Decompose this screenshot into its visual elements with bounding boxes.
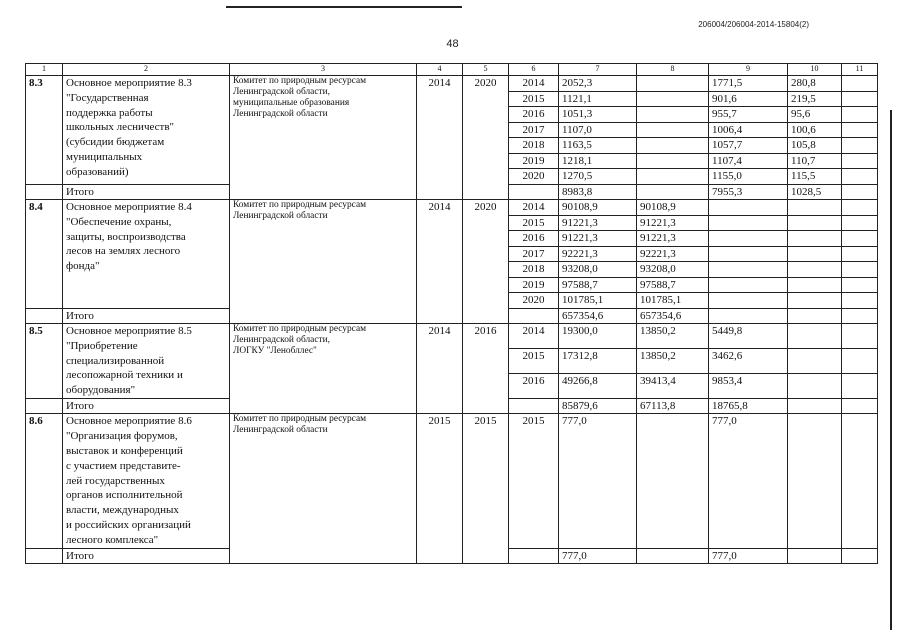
federal-budget-cell — [637, 153, 709, 169]
year-cell: 2015 — [509, 215, 559, 231]
other-sources-cell — [842, 293, 878, 309]
total-amount-cell: 91221,3 — [559, 215, 637, 231]
total-amount-cell: 1051,3 — [559, 107, 637, 123]
local-budget-cell: 100,6 — [788, 122, 842, 138]
year-cell: 2017 — [509, 246, 559, 262]
column-number-header: 10 — [788, 64, 842, 76]
total-amount-cell: 91221,3 — [559, 231, 637, 247]
regional-budget-cell: 901,6 — [709, 91, 788, 107]
other-sources-cell — [842, 76, 878, 92]
total-label: Итого — [63, 398, 230, 414]
year-cell: 2019 — [509, 153, 559, 169]
year-cell: 2016 — [509, 107, 559, 123]
responsible-executor: Комитет по природным ресурсам Ленинградской области — [230, 414, 417, 564]
activity-number: 8.6 — [26, 414, 63, 548]
end-year: 2020 — [463, 76, 509, 200]
other-sources-cell — [842, 200, 878, 216]
total-amount-cell: 17312,8 — [559, 348, 637, 373]
total-amount-cell: 90108,9 — [559, 200, 637, 216]
local-budget-cell — [788, 262, 842, 278]
year-cell: 2020 — [509, 169, 559, 185]
regional-budget-cell — [709, 277, 788, 293]
other-sources-cell — [842, 324, 878, 349]
regional-budget-cell — [709, 215, 788, 231]
federal-budget-cell: 13850,2 — [637, 324, 709, 349]
local-budget-cell: 115,5 — [788, 169, 842, 185]
local-budget-cell — [788, 293, 842, 309]
federal-budget-cell — [637, 76, 709, 92]
activity-number: 8.5 — [26, 324, 63, 399]
other-sources-cell — [842, 231, 878, 247]
regional-budget-cell: 1006,4 — [709, 122, 788, 138]
column-number-header: 4 — [417, 64, 463, 76]
regional-budget-cell — [709, 293, 788, 309]
local-budget-cell — [788, 277, 842, 293]
other-sources-cell — [842, 215, 878, 231]
total-year-cell — [509, 548, 559, 564]
other-sources-cell — [842, 548, 878, 564]
year-cell: 2014 — [509, 200, 559, 216]
federal-budget-cell: 91221,3 — [637, 231, 709, 247]
other-sources-cell — [842, 308, 878, 324]
end-year: 2020 — [463, 200, 509, 324]
column-number-header: 7 — [559, 64, 637, 76]
year-cell: 2014 — [509, 324, 559, 349]
federal-budget-cell: 90108,9 — [637, 200, 709, 216]
program-activities-table — [25, 63, 878, 564]
total-year-cell — [509, 308, 559, 324]
other-sources-cell — [842, 246, 878, 262]
total-amount-cell: 657354,6 — [559, 308, 637, 324]
responsible-executor: Комитет по природным ресурсам Ленинградской области — [230, 200, 417, 324]
other-sources-cell — [842, 348, 878, 373]
start-year: 2014 — [417, 200, 463, 324]
total-amount-cell: 97588,7 — [559, 277, 637, 293]
total-label: Итого — [63, 184, 230, 200]
federal-budget-cell — [637, 138, 709, 154]
regional-budget-cell: 777,0 — [709, 414, 788, 548]
total-number-cell — [26, 398, 63, 414]
other-sources-cell — [842, 91, 878, 107]
year-cell: 2015 — [509, 91, 559, 107]
table-row — [26, 76, 878, 92]
end-year: 2015 — [463, 414, 509, 564]
right-border-line — [890, 110, 892, 630]
local-budget-cell: 110,7 — [788, 153, 842, 169]
activity-name: Основное мероприятие 8.5 "Приобретение специализированной лесопожарной техники и оборудования" — [63, 324, 230, 399]
other-sources-cell — [842, 414, 878, 548]
year-cell: 2019 — [509, 277, 559, 293]
total-amount-cell: 85879,6 — [559, 398, 637, 414]
federal-budget-cell: 101785,1 — [637, 293, 709, 309]
total-amount-cell: 2052,3 — [559, 76, 637, 92]
local-budget-cell — [788, 414, 842, 548]
start-year: 2014 — [417, 76, 463, 200]
regional-budget-cell: 9853,4 — [709, 373, 788, 398]
year-cell: 2015 — [509, 348, 559, 373]
total-amount-cell: 777,0 — [559, 548, 637, 564]
total-amount-cell: 92221,3 — [559, 246, 637, 262]
other-sources-cell — [842, 398, 878, 414]
other-sources-cell — [842, 153, 878, 169]
total-label: Итого — [63, 308, 230, 324]
table-row — [26, 414, 878, 548]
federal-budget-cell — [637, 414, 709, 548]
column-number-header: 1 — [26, 64, 63, 76]
federal-budget-cell: 92221,3 — [637, 246, 709, 262]
total-amount-cell: 777,0 — [559, 414, 637, 548]
column-number-header: 3 — [230, 64, 417, 76]
start-year: 2015 — [417, 414, 463, 564]
regional-budget-cell — [709, 308, 788, 324]
other-sources-cell — [842, 138, 878, 154]
federal-budget-cell — [637, 122, 709, 138]
total-number-cell — [26, 308, 63, 324]
federal-budget-cell — [637, 548, 709, 564]
total-label: Итого — [63, 548, 230, 564]
regional-budget-cell — [709, 262, 788, 278]
column-number-header: 8 — [637, 64, 709, 76]
local-budget-cell: 105,8 — [788, 138, 842, 154]
responsible-executor: Комитет по природным ресурсам Ленинградской области, муниципальные образования Ленинградской области — [230, 76, 417, 200]
other-sources-cell — [842, 107, 878, 123]
regional-budget-cell: 1771,5 — [709, 76, 788, 92]
local-budget-cell — [788, 398, 842, 414]
start-year: 2014 — [417, 324, 463, 414]
federal-budget-cell: 39413,4 — [637, 373, 709, 398]
regional-budget-cell — [709, 231, 788, 247]
regional-budget-cell: 1155,0 — [709, 169, 788, 185]
top-border-line — [226, 6, 462, 8]
total-amount-cell: 1163,5 — [559, 138, 637, 154]
federal-budget-cell: 67113,8 — [637, 398, 709, 414]
column-number-header: 5 — [463, 64, 509, 76]
regional-budget-cell: 1057,7 — [709, 138, 788, 154]
total-amount-cell: 8983,8 — [559, 184, 637, 200]
federal-budget-cell: 657354,6 — [637, 308, 709, 324]
year-cell: 2016 — [509, 231, 559, 247]
page-number: 48 — [446, 38, 459, 50]
year-cell: 2014 — [509, 76, 559, 92]
activity-name: Основное мероприятие 8.4 "Обеспечение охраны, защиты, воспроизводства лесов на землях лесного фонда" — [63, 200, 230, 309]
other-sources-cell — [842, 373, 878, 398]
total-year-cell — [509, 184, 559, 200]
local-budget-cell — [788, 231, 842, 247]
column-number-header: 6 — [509, 64, 559, 76]
local-budget-cell: 280,8 — [788, 76, 842, 92]
local-budget-cell — [788, 200, 842, 216]
regional-budget-cell: 1107,4 — [709, 153, 788, 169]
table-row — [26, 200, 878, 216]
table-row — [26, 324, 878, 349]
other-sources-cell — [842, 184, 878, 200]
activity-name: Основное мероприятие 8.3 "Государственная поддержка работы школьных лесничеств" (субсидии бюджетам муниципальных образований) — [63, 76, 230, 185]
total-amount-cell: 93208,0 — [559, 262, 637, 278]
regional-budget-cell: 18765,8 — [709, 398, 788, 414]
responsible-executor: Комитет по природным ресурсам Ленинградской области, ЛОГКУ "Ленобллес" — [230, 324, 417, 414]
total-amount-cell: 19300,0 — [559, 324, 637, 349]
local-budget-cell — [788, 246, 842, 262]
other-sources-cell — [842, 277, 878, 293]
regional-budget-cell: 3462,6 — [709, 348, 788, 373]
local-budget-cell — [788, 348, 842, 373]
federal-budget-cell: 13850,2 — [637, 348, 709, 373]
year-cell: 2015 — [509, 414, 559, 548]
local-budget-cell — [788, 373, 842, 398]
local-budget-cell — [788, 215, 842, 231]
total-number-cell — [26, 184, 63, 200]
local-budget-cell: 95,6 — [788, 107, 842, 123]
year-cell: 2017 — [509, 122, 559, 138]
regional-budget-cell: 955,7 — [709, 107, 788, 123]
local-budget-cell — [788, 308, 842, 324]
activity-number: 8.4 — [26, 200, 63, 309]
regional-budget-cell: 7955,3 — [709, 184, 788, 200]
other-sources-cell — [842, 122, 878, 138]
federal-budget-cell — [637, 107, 709, 123]
table-body — [26, 76, 878, 564]
total-amount-cell: 1270,5 — [559, 169, 637, 185]
activity-name: Основное мероприятие 8.6 "Организация форумов, выставок и конференций с участием представите- лей государственных органов исполнительной власти, международных и российских организаций лесного комплекса" — [63, 414, 230, 548]
regional-budget-cell — [709, 200, 788, 216]
document-id: 206004/206004-2014-15804(2) — [698, 20, 809, 29]
column-number-header: 2 — [63, 64, 230, 76]
regional-budget-cell — [709, 246, 788, 262]
regional-budget-cell: 5449,8 — [709, 324, 788, 349]
column-number-row — [26, 64, 878, 76]
local-budget-cell — [788, 548, 842, 564]
federal-budget-cell — [637, 184, 709, 200]
federal-budget-cell: 97588,7 — [637, 277, 709, 293]
total-amount-cell: 1121,1 — [559, 91, 637, 107]
total-amount-cell: 1218,1 — [559, 153, 637, 169]
local-budget-cell — [788, 324, 842, 349]
local-budget-cell: 219,5 — [788, 91, 842, 107]
total-amount-cell: 101785,1 — [559, 293, 637, 309]
end-year: 2016 — [463, 324, 509, 414]
federal-budget-cell — [637, 91, 709, 107]
federal-budget-cell — [637, 169, 709, 185]
federal-budget-cell: 91221,3 — [637, 215, 709, 231]
total-amount-cell: 49266,8 — [559, 373, 637, 398]
year-cell: 2020 — [509, 293, 559, 309]
other-sources-cell — [842, 169, 878, 185]
column-number-header: 11 — [842, 64, 878, 76]
federal-budget-cell: 93208,0 — [637, 262, 709, 278]
year-cell: 2018 — [509, 262, 559, 278]
local-budget-cell: 1028,5 — [788, 184, 842, 200]
total-amount-cell: 1107,0 — [559, 122, 637, 138]
other-sources-cell — [842, 262, 878, 278]
total-number-cell — [26, 548, 63, 564]
column-number-header: 9 — [709, 64, 788, 76]
activity-number: 8.3 — [26, 76, 63, 185]
regional-budget-cell: 777,0 — [709, 548, 788, 564]
year-cell: 2016 — [509, 373, 559, 398]
year-cell: 2018 — [509, 138, 559, 154]
total-year-cell — [509, 398, 559, 414]
